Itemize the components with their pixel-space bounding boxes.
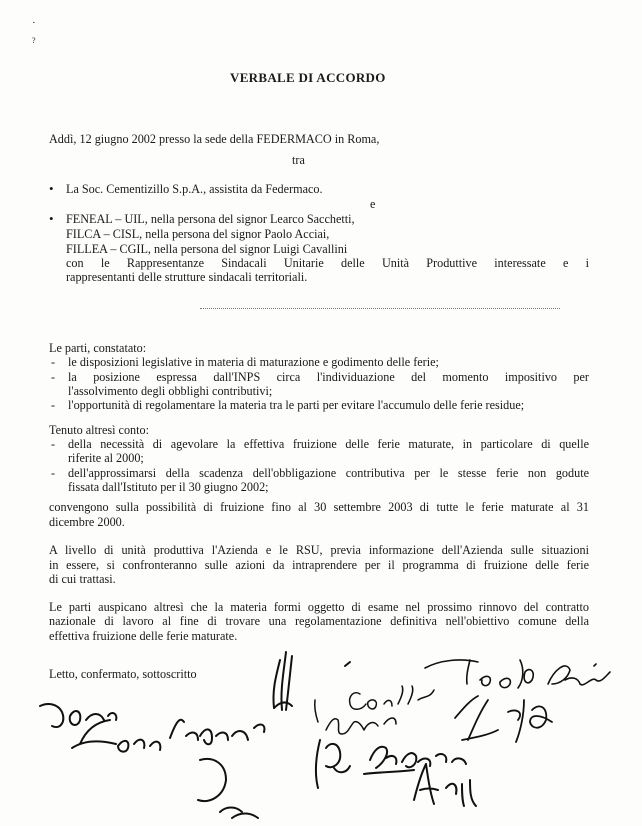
constatato-heading: Le parti, constatato: bbox=[49, 341, 147, 355]
scan-mark: ? bbox=[32, 36, 36, 45]
party-line: FENEAL – UIL, nella persona del signor Learco Sacchetti, bbox=[66, 212, 355, 226]
dash-marker: - bbox=[51, 466, 56, 480]
signature-cavallini bbox=[315, 686, 434, 734]
dash-marker: - bbox=[51, 398, 56, 412]
list-item: la posizione espressa dall'INPS circa l'individuazione del momento impositivo per bbox=[68, 370, 589, 384]
list-item: l'assolvimento degli obblighi contributivi; bbox=[68, 384, 273, 398]
scan-mark: · bbox=[32, 17, 36, 29]
list-item: fissata dall'Istituto per il 30 giugno 2002; bbox=[68, 480, 269, 494]
e-word: e bbox=[370, 197, 376, 211]
list-item: l'opportunità di regolamentare la materia tra le parti per evitare l'accumulo delle ferie residue; bbox=[68, 398, 525, 412]
dash-marker: - bbox=[51, 355, 56, 369]
letto-line: Letto, confermato, sottoscritto bbox=[49, 667, 197, 681]
paragraph-line: convengono sulla possibilità di fruizione fino al 30 settembre 2003 di tutte le ferie maturate al 31 bbox=[49, 500, 589, 514]
list-item: riferite al 2000; bbox=[68, 451, 144, 465]
list-item: dell'approssimarsi della scadenza dell'obbligazione contributiva per le stesse ferie non godute bbox=[68, 466, 589, 480]
party-line: con le Rappresentanze Sindacali Unitarie delle Unità Produttive interessate e i bbox=[66, 256, 589, 270]
bullet-icon: • bbox=[49, 181, 54, 196]
paragraph-line: dicembre 2000. bbox=[49, 515, 125, 529]
signature-left bbox=[40, 704, 264, 818]
paragraph-line: A livello di unità produttiva l'Azienda e le RSU, previa informazione dell'Azienda sulle situazioni bbox=[49, 543, 589, 557]
intro-line: Addì, 12 giugno 2002 presso la sede della FEDERMACO in Roma, bbox=[49, 132, 380, 146]
tra-word: tra bbox=[292, 153, 305, 167]
signature-right bbox=[455, 696, 552, 742]
list-item: le disposizioni legislative in materia di maturazione e godimento delle ferie; bbox=[68, 355, 439, 369]
party-line: FILCA – CISL, nella persona del signor Paolo Acciai, bbox=[66, 227, 330, 241]
document-title: VERBALE DI ACCORDO bbox=[230, 70, 386, 85]
bullet-icon: • bbox=[49, 211, 54, 226]
paragraph-line: di cui trattasi. bbox=[49, 572, 116, 586]
tenuto-heading: Tenuto altresì conto: bbox=[49, 423, 150, 437]
party-one: La Soc. Cementizillo S.p.A., assistita da Federmaco. bbox=[66, 182, 323, 196]
paragraph-line: in essere, si confronteranno sulle azioni da intraprendere per il programma di fruizione delle ferie bbox=[49, 558, 589, 572]
paragraph-line: Le parti auspicano altresì che la materia formi oggetto di esame nel prossimo rinnovo del contratto bbox=[49, 600, 589, 614]
signature-lower-center bbox=[316, 740, 476, 806]
list-item: della necessità di agevolare la effettiva fruizione delle ferie maturate, in particolare di quelle bbox=[68, 437, 589, 451]
signature-acciai bbox=[425, 660, 610, 688]
signature-center-top bbox=[273, 652, 350, 710]
party-line: FILLEA – CGIL, nella persona del signor Luigi Cavallini bbox=[66, 242, 348, 256]
dash-marker: - bbox=[51, 437, 56, 451]
dash-marker: - bbox=[51, 370, 56, 384]
paragraph-line: effettiva fruizione delle ferie maturate. bbox=[49, 629, 238, 643]
party-line: rappresentanti delle strutture sindacali territoriali. bbox=[66, 270, 308, 284]
paragraph-line: nazionale di lavoro al fine di trovare una regolamentazione definitiva nell'obiettivo comune della bbox=[49, 614, 589, 628]
